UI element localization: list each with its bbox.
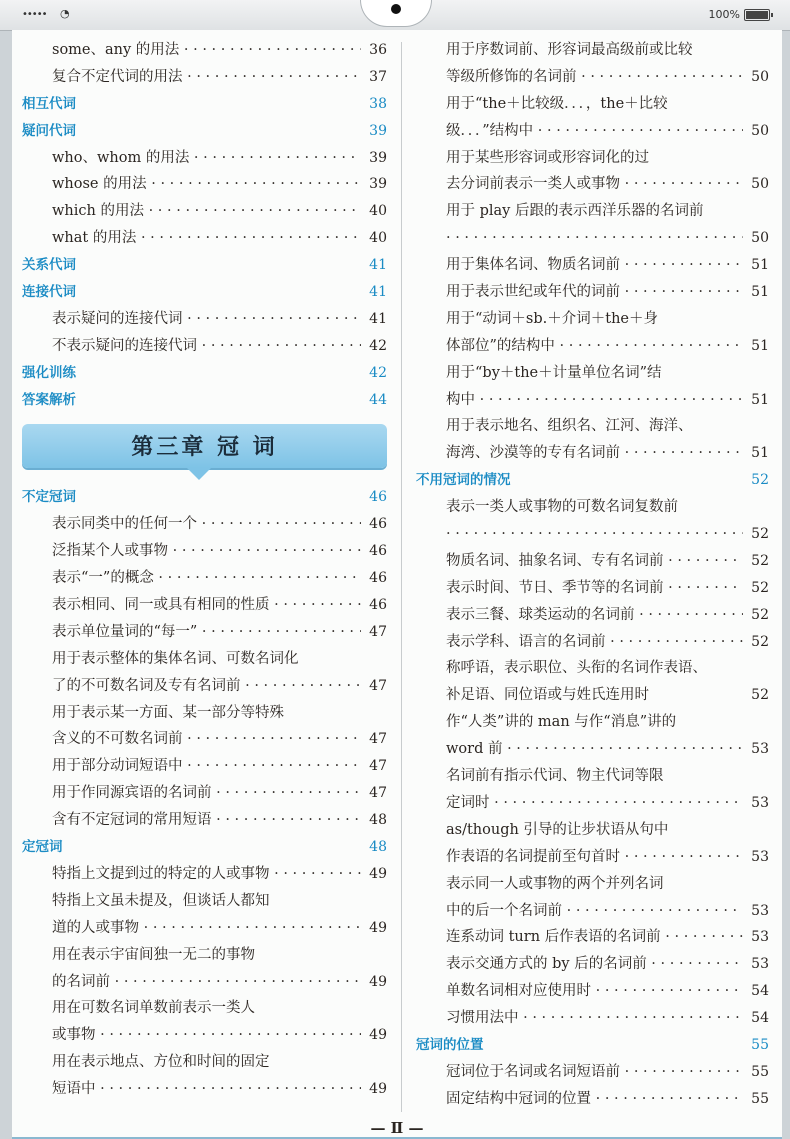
toc-entry[interactable] <box>22 942 387 969</box>
toc-section[interactable] <box>22 834 387 861</box>
toc-entry-page: 51 <box>751 445 769 462</box>
toc-entry-title: 含有不定冠词的常用短语 · · · <box>22 807 361 834</box>
toc-entry[interactable] <box>416 817 769 844</box>
toc-entry-page: 39 <box>369 122 387 139</box>
toc-entry-page: 52 <box>751 579 769 596</box>
toc-entry[interactable] <box>416 1086 769 1113</box>
toc-entry[interactable] <box>416 548 769 575</box>
toc-entry[interactable] <box>416 387 769 414</box>
toc-entry-title: 定词时 · · · <box>416 790 743 817</box>
toc-section[interactable] <box>22 91 387 118</box>
toc-entry-page: 52 <box>751 633 769 650</box>
toc-entry[interactable] <box>416 91 769 118</box>
toc-entry-title: 用于“the＋比较级．．．，the＋比较 <box>446 95 668 112</box>
camera-icon <box>391 4 401 14</box>
toc-entry-title: 体部位”的结构中 · · · <box>416 333 743 360</box>
toc-section[interactable] <box>22 360 387 387</box>
toc-entry-title: 特指上文虽未提及，但谈话人都知 <box>52 892 270 909</box>
toc-entry[interactable] <box>22 225 387 252</box>
toc-entry-page: 53 <box>751 902 769 919</box>
wifi-icon: ◔ <box>60 7 70 20</box>
toc-entry-page: 41 <box>369 284 387 301</box>
toc-entry-page: 41 <box>369 257 387 274</box>
toc-entry-page: 49 <box>369 973 387 990</box>
toc-entry-title: 补足语、同位语或与姓氏连用时 <box>446 687 649 704</box>
toc-entry-title: 了的不可数名词及专有名词前 · · · <box>22 673 361 700</box>
toc-entry-title: 用在可数名词单数前表示一类人 <box>52 1000 255 1017</box>
toc-entry-page: 46 <box>369 597 387 614</box>
toc-entry-page: 46 <box>369 489 387 506</box>
toc-entry[interactable] <box>22 861 387 888</box>
toc-entry-title: 泛指某个人或事物 · · · <box>22 538 361 565</box>
toc-entry-page: 42 <box>369 364 387 381</box>
toc-entry-title: 不表示疑问的连接代词 · · · <box>22 333 361 360</box>
toc-entry[interactable] <box>416 64 769 91</box>
toc-entry-title: 用于序数词前、形容词最高级前或比较 <box>446 42 693 58</box>
toc-entry[interactable] <box>22 807 387 834</box>
toc-entry-page: 41 <box>369 310 387 327</box>
toc-entry-title: 用于某些形容词或形容词化的过 <box>446 149 649 166</box>
toc-entry[interactable] <box>416 575 769 602</box>
toc-entry[interactable] <box>416 736 769 763</box>
toc-entry[interactable] <box>22 511 387 538</box>
toc-entry-title: 固定结构中冠词的位置 · · · <box>416 1086 743 1113</box>
toc-entry[interactable] <box>416 413 769 440</box>
toc-entry-title: 用于“by＋the＋计量单位名词”结 <box>446 364 662 381</box>
toc-entry[interactable] <box>22 1049 387 1076</box>
contents-page <box>12 30 782 1139</box>
toc-entry[interactable] <box>416 306 769 333</box>
toc-entry-title <box>416 521 743 548</box>
camera-notch <box>360 0 432 27</box>
status-bar <box>0 0 790 31</box>
toc-entry[interactable] <box>416 1059 769 1086</box>
toc-entry-title: 表示交通方式的 by 后的名词前 · · · <box>416 951 743 978</box>
toc-entry-title: 等级所修饰的名词前 · · · <box>416 64 743 91</box>
toc-section[interactable] <box>22 252 387 279</box>
toc-entry[interactable] <box>22 673 387 700</box>
toc-entry-title: 作表语的名词提前至句首时 · · · <box>416 844 743 871</box>
toc-entry-page: 46 <box>369 516 387 533</box>
toc-entry-title: 用于表示世纪或年代的词前 · · · <box>416 279 743 306</box>
toc-entry-title: 习惯用法中 · · · <box>416 1005 743 1032</box>
toc-entry-title: 答案解析 <box>22 391 76 408</box>
toc-entry-title: 不定冠词 <box>22 489 76 506</box>
toc-entry-page: 53 <box>751 794 769 811</box>
toc-entry[interactable] <box>416 333 769 360</box>
toc-entry-title: 级．．．”结构中 · · · <box>416 118 743 145</box>
toc-entry-title: whose 的用法 · · · <box>22 171 361 198</box>
toc-entry-title: 强化训练 <box>22 364 76 381</box>
toc-entry[interactable] <box>22 1076 387 1103</box>
toc-entry-page: 52 <box>751 687 769 704</box>
toc-entry[interactable] <box>22 646 387 673</box>
toc-entry[interactable] <box>22 969 387 996</box>
toc-entry-title: 去分词前表示一类人或事物 · · · <box>416 171 743 198</box>
toc-entry-page: 54 <box>751 983 769 1000</box>
toc-entry-title: 表示时间、节日、季节等的名词前 · · · <box>416 575 743 602</box>
toc-entry-title: 短语中 · · · <box>22 1076 361 1103</box>
toc-section[interactable] <box>22 387 387 414</box>
toc-entry[interactable] <box>416 252 769 279</box>
toc-entry[interactable] <box>416 279 769 306</box>
toc-entry[interactable] <box>22 780 387 807</box>
toc-entry-title: 连接代词 <box>22 284 76 301</box>
toc-entry-title: 特指上文提到过的特定的人或事物 · · · <box>22 861 361 888</box>
toc-entry-page: 40 <box>369 203 387 220</box>
toc-list-articles <box>22 484 387 1102</box>
toc-entry[interactable] <box>22 538 387 565</box>
toc-entry-title: what 的用法 · · · <box>22 225 361 252</box>
chapter-banner <box>22 424 387 468</box>
toc-entry[interactable] <box>22 726 387 753</box>
toc-entry-page: 39 <box>369 176 387 193</box>
toc-entry-title: 海湾、沙漠等的专有名词前 · · · <box>416 440 743 467</box>
toc-entry-page: 39 <box>369 149 387 166</box>
toc-entry-title: 表示一类人或事物的可数名词复数前 <box>446 499 678 516</box>
toc-entry[interactable] <box>416 898 769 925</box>
toc-entry[interactable] <box>22 592 387 619</box>
toc-entry[interactable] <box>22 565 387 592</box>
toc-entry-page: 51 <box>751 284 769 301</box>
toc-entry-title: 中的后一个名词前 · · · <box>416 898 743 925</box>
toc-entry-page: 38 <box>369 95 387 112</box>
toc-entry-page: 50 <box>751 230 769 247</box>
toc-entry-page: 47 <box>369 758 387 775</box>
toc-entry-title: 疑问代词 <box>22 122 76 139</box>
column-divider <box>401 42 402 1112</box>
toc-entry-title: 单数名词相对应使用时 · · · <box>416 978 743 1005</box>
toc-entry[interactable] <box>416 145 769 172</box>
toc-entry[interactable] <box>416 844 769 871</box>
toc-section[interactable] <box>416 467 769 494</box>
toc-entry[interactable] <box>416 198 769 225</box>
toc-section[interactable] <box>22 484 387 511</box>
toc-entry-title: 表示同类中的任何一个 · · · <box>22 511 361 538</box>
toc-entry[interactable] <box>22 333 387 360</box>
toc-entry[interactable] <box>22 915 387 942</box>
toc-entry-title: 用于集体名词、物质名词前 · · · <box>416 252 743 279</box>
toc-entry-title: 表示三餐、球类运动的名词前 · · · <box>416 602 743 629</box>
toc-entry-title: 用在表示地点、方位和时间的固定 <box>52 1054 270 1071</box>
toc-entry[interactable] <box>416 709 769 736</box>
toc-entry[interactable] <box>22 37 387 64</box>
toc-entry[interactable] <box>22 619 387 646</box>
toc-list-articles-continued <box>416 37 769 1113</box>
toc-entry-page: 55 <box>751 1063 769 1080</box>
toc-section[interactable] <box>416 1032 769 1059</box>
toc-entry-title: 用在表示宇宙间独一无二的事物 <box>52 946 255 963</box>
toc-section[interactable] <box>22 118 387 145</box>
toc-entry-page: 42 <box>369 337 387 354</box>
toc-entry[interactable] <box>22 753 387 780</box>
toc-entry-title: 用于“动词＋sb.＋介词＋the＋身 <box>446 310 658 327</box>
toc-entry-title: 含义的不可数名词前 · · · <box>22 726 361 753</box>
toc-entry-title: 关系代词 <box>22 257 76 274</box>
toc-section[interactable] <box>22 279 387 306</box>
toc-entry-title: 冠词位于名词或名词短语前 · · · <box>416 1059 743 1086</box>
toc-entry[interactable] <box>22 1022 387 1049</box>
toc-entry-page: 36 <box>369 42 387 58</box>
toc-entry-title: 或事物 · · · <box>22 1022 361 1049</box>
toc-entry-title: 表示学科、语言的名词前 · · · <box>416 629 743 656</box>
toc-entry-page: 44 <box>369 391 387 408</box>
toc-entry-page: 50 <box>751 68 769 85</box>
toc-entry-page: 47 <box>369 731 387 748</box>
toc-entry[interactable] <box>22 306 387 333</box>
toc-entry-title: 表示“一”的概念 · · · <box>22 565 361 592</box>
toc-entry-title: as/though 引导的让步状语从句中 <box>446 821 669 838</box>
toc-entry-page: 50 <box>751 176 769 193</box>
toc-entry-page: 52 <box>751 472 769 489</box>
toc-entry-title: 用于表示整体的集体名词、可数名词化 <box>52 650 299 667</box>
chapter-title: 第三章 冠 词 <box>131 435 278 461</box>
toc-entry-page: 50 <box>751 122 769 139</box>
battery-icon <box>744 9 770 21</box>
toc-entry-page: 53 <box>751 956 769 973</box>
toc-entry-page: 54 <box>751 1010 769 1027</box>
right-column <box>416 37 769 1113</box>
toc-entry-page: 52 <box>751 526 769 543</box>
toc-entry[interactable] <box>416 924 769 951</box>
toc-entry[interactable] <box>416 118 769 145</box>
toc-entry-page: 47 <box>369 677 387 694</box>
toc-entry[interactable] <box>416 521 769 548</box>
toc-entry-page: 49 <box>369 1081 387 1098</box>
toc-entry-page: 37 <box>369 68 387 85</box>
toc-entry[interactable] <box>416 225 769 252</box>
toc-entry-title: 表示同一人或事物的两个并列名词 <box>446 875 664 892</box>
toc-entry-title: 名词前有指示代词、物主代词等限 <box>446 768 664 785</box>
toc-entry-page: 49 <box>369 919 387 936</box>
toc-entry-page: 47 <box>369 785 387 802</box>
toc-entry-title: some、any 的用法 · · · <box>22 37 361 64</box>
toc-entry-title: 用于表示地名、组织名、江河、海洋、 <box>446 418 693 435</box>
toc-entry-title: 不用冠词的情况 <box>416 472 511 489</box>
toc-entry-page: 47 <box>369 623 387 640</box>
toc-entry-title: 连系动词 turn 后作表语的名词前 · · · <box>416 924 743 951</box>
toc-entry-title: 复合不定代词的用法 · · · <box>22 64 361 91</box>
toc-entry-title: 道的人或事物 · · · <box>22 915 361 942</box>
page-number: — Ⅱ — <box>370 1119 424 1137</box>
toc-entry-page: 52 <box>751 606 769 623</box>
toc-entry-page: 46 <box>369 570 387 587</box>
toc-entry-title <box>416 225 743 252</box>
toc-entry[interactable] <box>416 494 769 521</box>
toc-entry-title: 定冠词 <box>22 839 63 856</box>
toc-entry-title: 物质名词、抽象名词、专有名词前 · · · <box>416 548 743 575</box>
toc-entry-title: 用于 play 后跟的表示西洋乐器的名词前 <box>446 203 704 220</box>
toc-entry-page: 49 <box>369 1027 387 1044</box>
toc-entry-page: 53 <box>751 929 769 946</box>
toc-entry-page: 51 <box>751 257 769 274</box>
toc-entry[interactable] <box>416 871 769 898</box>
left-column <box>22 37 387 1103</box>
toc-entry-title: 表示疑问的连接代词 · · · <box>22 306 361 333</box>
toc-entry[interactable] <box>416 629 769 656</box>
toc-entry-page: 48 <box>369 839 387 856</box>
toc-entry-title: 构中 · · · <box>416 387 743 414</box>
toc-entry[interactable] <box>22 995 387 1022</box>
toc-entry-title: 表示相同、同一或具有相同的性质 · · · <box>22 592 361 619</box>
toc-entry[interactable] <box>416 951 769 978</box>
toc-list-pronouns <box>22 37 387 413</box>
toc-entry-page: 53 <box>751 741 769 758</box>
toc-entry-title: 表示单位量词的“每一” · · · <box>22 619 361 646</box>
toc-entry[interactable] <box>416 602 769 629</box>
toc-entry[interactable] <box>416 171 769 198</box>
battery-percentage: 100% <box>708 8 740 21</box>
toc-entry[interactable] <box>416 360 769 387</box>
toc-entry-page: 51 <box>751 391 769 408</box>
toc-entry[interactable] <box>416 978 769 1005</box>
toc-entry-title: 用于作同源宾语的名词前 · · · <box>22 780 361 807</box>
banner-pointer <box>187 468 211 480</box>
toc-entry-title: who、whom 的用法 · · · <box>22 145 361 172</box>
toc-entry-page: 51 <box>751 337 769 354</box>
toc-entry-title: 相互代词 <box>22 95 76 112</box>
toc-entry-title: 称呼语，表示职位、头衔的名词作表语、 <box>446 660 707 677</box>
toc-entry[interactable] <box>416 37 769 64</box>
toc-entry[interactable] <box>22 198 387 225</box>
toc-entry[interactable] <box>22 145 387 172</box>
toc-entry-page: 40 <box>369 230 387 247</box>
toc-entry-title: 作“人类”讲的 man 与作“消息”讲的 <box>446 714 677 731</box>
toc-entry-page: 53 <box>751 848 769 865</box>
toc-entry[interactable] <box>416 682 769 709</box>
toc-entry[interactable] <box>22 700 387 727</box>
toc-entry-title: 冠词的位置 <box>416 1036 484 1053</box>
toc-entry[interactable] <box>22 171 387 198</box>
signal-icon: ••••• <box>22 9 47 20</box>
toc-entry-page: 55 <box>751 1036 769 1053</box>
toc-entry[interactable] <box>416 1005 769 1032</box>
toc-entry[interactable] <box>416 655 769 682</box>
toc-entry[interactable] <box>416 790 769 817</box>
toc-entry[interactable] <box>22 888 387 915</box>
toc-entry-page: 52 <box>751 552 769 569</box>
toc-entry-page: 46 <box>369 543 387 560</box>
toc-entry[interactable] <box>416 440 769 467</box>
toc-entry-title: 用于部分动词短语中 · · · <box>22 753 361 780</box>
toc-entry[interactable] <box>22 64 387 91</box>
toc-entry-page: 55 <box>751 1090 769 1107</box>
toc-entry-title: 的名词前 · · · <box>22 969 361 996</box>
toc-entry-page: 49 <box>369 865 387 882</box>
toc-entry-title: word 前 · · · <box>416 736 743 763</box>
toc-entry-page: 48 <box>369 812 387 829</box>
toc-entry[interactable] <box>416 763 769 790</box>
toc-entry-title: which 的用法 · · · <box>22 198 361 225</box>
toc-entry-title: 用于表示某一方面、某一部分等特殊 <box>52 704 284 721</box>
